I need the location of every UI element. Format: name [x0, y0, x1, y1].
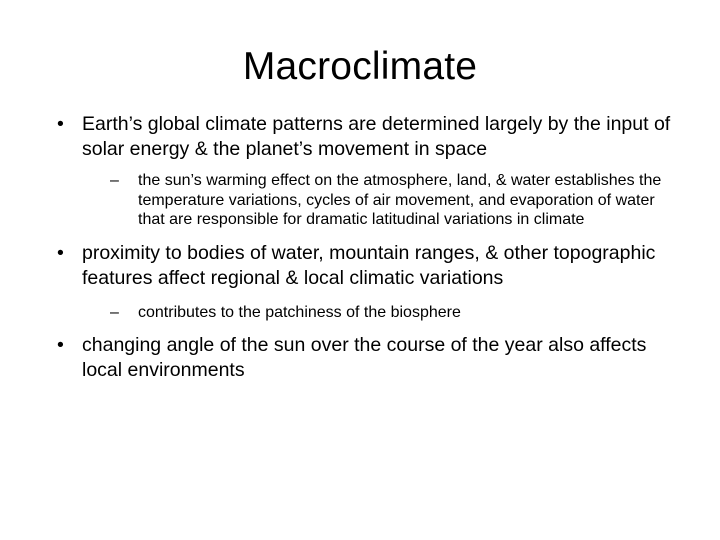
bullet-marker: •	[57, 334, 64, 356]
sub-bullet-text: the sun’s warming effect on the atmosphere, land, & water establishes the temperature variations, cycles of air movement, and evaporation of water that are responsible for dramatic latitudinal variations in climate	[138, 172, 662, 228]
bullet-text: proximity to bodies of water, mountain ranges, & other topographic features affect regional & local climatic variations	[82, 241, 656, 289]
bullet-item	[52, 241, 682, 291]
sub-bullet-marker: –	[110, 172, 119, 189]
bullet-item	[52, 112, 682, 162]
bullet-marker: •	[57, 241, 64, 264]
bullet-marker: •	[57, 113, 64, 135]
sub-bullet-marker: –	[110, 303, 119, 321]
bullet-item	[52, 333, 682, 383]
sub-bullet-text: contributes to the patchiness of the biosphere	[138, 303, 461, 321]
sub-bullet-item	[110, 171, 670, 230]
sub-bullet-item	[110, 303, 670, 323]
bullet-text: changing angle of the sun over the course of the year also affects local environments	[82, 334, 647, 381]
slide-body	[52, 112, 682, 383]
bullet-text: Earth’s global climate patterns are determined largely by the input of solar energy & the planet’s movement in space	[82, 113, 671, 160]
slide-title: Macroclimate	[242, 45, 478, 88]
